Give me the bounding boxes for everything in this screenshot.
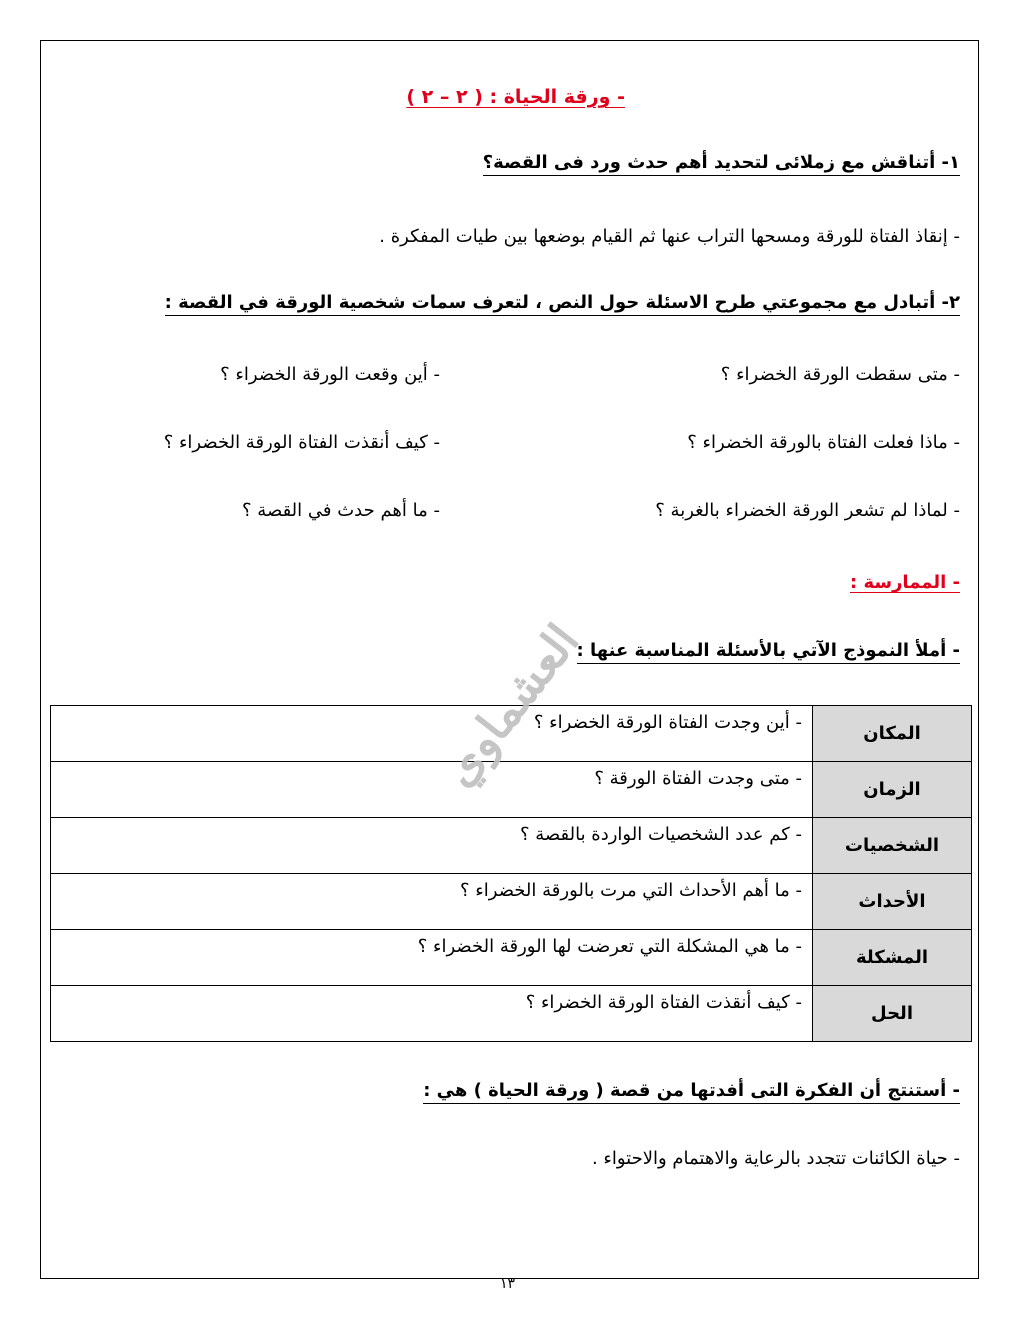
- element-label: الشخصيات: [813, 818, 972, 874]
- question-2-heading: ٢- أتبادل مع مجموعتي طرح الاسئلة حول النص ، لتعرف سمات شخصية الورقة في القصة :: [165, 292, 960, 316]
- discussion-question: - لماذا لم تشعر الورقة الخضراء بالغربة ؟: [655, 500, 960, 521]
- table-row: [51, 874, 972, 930]
- element-question: - ما أهم الأحداث التي مرت بالورقة الخضراء ؟: [51, 874, 813, 930]
- element-question: - كم عدد الشخصيات الواردة بالقصة ؟: [51, 818, 813, 874]
- element-label: الأحداث: [813, 874, 972, 930]
- discussion-question: - أين وقعت الورقة الخضراء ؟: [220, 364, 440, 385]
- page-title: - ورقة الحياة : ( ٢ – ٢ ): [406, 86, 625, 108]
- table-row: [51, 930, 972, 986]
- practice-heading: - الممارسة :: [849, 572, 960, 593]
- discussion-question: - ماذا فعلت الفتاة بالورقة الخضراء ؟: [687, 432, 960, 453]
- element-label: الحل: [813, 986, 972, 1042]
- discussion-question: - ما أهم حدث في القصة ؟: [242, 500, 440, 521]
- discussion-question: - متى سقطت الورقة الخضراء ؟: [720, 364, 960, 385]
- question-1-heading: ١- أتناقش مع زملائى لتحديد أهم حدث ورد فى القصة؟: [483, 152, 960, 176]
- table-row: [51, 818, 972, 874]
- conclusion-answer: - حياة الكائنات تتجدد بالرعاية والاهتمام والاحتواء .: [591, 1148, 960, 1169]
- element-label: المكان: [813, 706, 972, 762]
- element-label: الزمان: [813, 762, 972, 818]
- element-question: - ما هي المشكلة التي تعرضت لها الورقة الخضراء ؟: [51, 930, 813, 986]
- question-1-answer: - إنقاذ الفتاة للورقة ومسحها التراب عنها ثم القيام بوضعها بين طيات المفكرة .: [379, 226, 960, 247]
- conclusion-heading: - أستنتج أن الفكرة التى أفدتها من قصة ( ورقة الحياة ) هي :: [423, 1080, 960, 1104]
- watermark: العشماوي: [430, 613, 590, 797]
- practice-instruction: - أملأ النموذج الآتي بالأسئلة المناسبة عنها :: [577, 640, 960, 664]
- page-number: ١٣: [500, 1276, 516, 1292]
- table-row: [51, 986, 972, 1042]
- element-question: - كيف أنقذت الفتاة الورقة الخضراء ؟: [51, 986, 813, 1042]
- element-question: - متى وجدت الفتاة الورقة ؟: [51, 762, 813, 818]
- element-label: المشكلة: [813, 930, 972, 986]
- discussion-question: - كيف أنقذت الفتاة الورقة الخضراء ؟: [163, 432, 440, 453]
- element-question: - أين وجدت الفتاة الورقة الخضراء ؟: [51, 706, 813, 762]
